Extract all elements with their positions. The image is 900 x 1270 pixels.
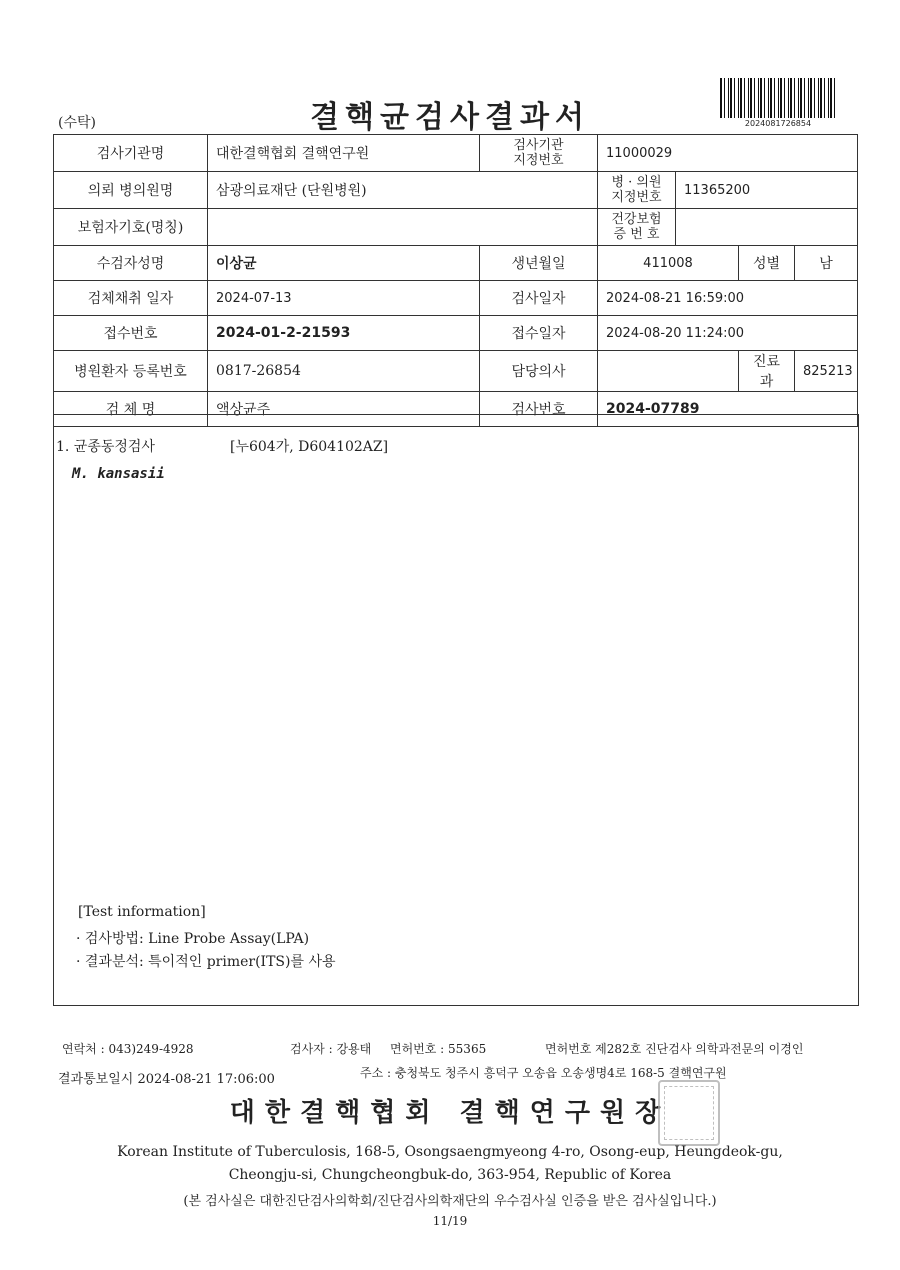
insured-value: [208, 209, 598, 246]
test-date-value: 2024-08-21 16:59:00: [598, 281, 858, 316]
notify-time: 결과통보일시 2024-08-21 17:06:00: [58, 1072, 275, 1087]
test-no-value: 2024-07789: [598, 392, 858, 427]
seal-stamp-icon: [658, 1080, 720, 1146]
result-item: 1. 균종동정검사: [56, 439, 155, 455]
insured-label: 보험자기호(명칭): [54, 209, 208, 246]
contact: 연락처 : 043)249-4928: [62, 1042, 194, 1056]
health-ins-label: 건강보험 증 번 호: [598, 209, 676, 246]
dob-value: 411008: [598, 246, 739, 281]
patient-info-table: [53, 134, 858, 427]
test-no-label: 검사번호: [480, 392, 598, 427]
institution-value: 대한결핵협회 결핵연구원: [208, 135, 480, 172]
inst-code-label: 검사기관 지정번호: [480, 135, 598, 172]
test-date-label: 검사일자: [480, 281, 598, 316]
license-number: 면허번호 : 55365: [390, 1042, 487, 1056]
address: 주소 : 충청북도 청주시 흥덕구 오송읍 오송생명4로 168-5 결핵연구원: [360, 1066, 727, 1080]
doctor-label: 담당의사: [480, 351, 598, 392]
receipt-no-label: 접수번호: [54, 316, 208, 351]
barcode-number: 2024081726854: [744, 119, 812, 128]
barcode-icon: [718, 78, 838, 118]
health-ins-value: [676, 209, 858, 246]
certification-note: (본 검사실은 대한진단검사의학회/진단검사의학재단의 우수검사실 인증을 받은 검사실입니다.): [183, 1194, 717, 1209]
document-title: 결핵균검사결과서: [310, 100, 590, 135]
result-organism: M. kansasii: [72, 466, 165, 482]
institution-label: 검사기관명: [54, 135, 208, 172]
receipt-date-label: 접수일자: [480, 316, 598, 351]
clinic-code-value: 11365200: [676, 172, 858, 209]
patient-name-value: 이상균: [208, 246, 480, 281]
specimen-value: 액상균주: [208, 392, 480, 427]
result-code: [누604가, D604102AZ]: [230, 439, 389, 455]
english-address-line2: Cheongju-si, Chungcheongbuk-do, 363-954, Republic of Korea: [228, 1167, 672, 1183]
tester: 검사자 : 강용태: [290, 1042, 372, 1056]
sex-label: 성별: [739, 246, 795, 281]
result-analysis: · 결과분석: 특이적인 primer(ITS)를 사용: [76, 954, 336, 970]
patient-reg-label: 병원환자 등록번호: [54, 351, 208, 392]
referring-value: 삼광의료재단 (단원병원): [208, 172, 598, 209]
clinic-code-label: 병 · 의원 지정번호: [598, 172, 676, 209]
page-number: 11/19: [432, 1214, 468, 1228]
dept-label: 진료과: [739, 351, 795, 392]
receipt-date-value: 2024-08-20 11:24:00: [598, 316, 858, 351]
english-address-line1: Korean Institute of Tuberculosis, 168-5, Osongsaengmyeong 4-ro, Osong-eup, Heungdeok-gu,: [117, 1144, 783, 1160]
specimen-label: 검 체 명: [54, 392, 208, 427]
institution-name: 대한결핵협회 결핵연구원장: [229, 1098, 671, 1128]
collect-date-label: 검체채취 일자: [54, 281, 208, 316]
receipt-no-value: 2024-01-2-21593: [208, 316, 480, 351]
doctor-value: [598, 351, 739, 392]
patient-name-label: 수검자성명: [54, 246, 208, 281]
referring-label: 의뢰 병의원명: [54, 172, 208, 209]
dept-value: 825213: [795, 351, 858, 392]
dob-label: 생년월일: [480, 246, 598, 281]
specialist: 면허번호 제282호 진단검사 의학과전문의 이경인: [545, 1042, 804, 1056]
copy-type: (수탁): [58, 115, 96, 131]
test-method: · 검사방법: Line Probe Assay(LPA): [76, 931, 310, 947]
patient-reg-value: 0817-26854: [208, 351, 480, 392]
inst-code-value: 11000029: [598, 135, 858, 172]
sex-value: 남: [795, 246, 858, 281]
test-info-heading: [Test information]: [78, 904, 206, 920]
collect-date-value: 2024-07-13: [208, 281, 480, 316]
